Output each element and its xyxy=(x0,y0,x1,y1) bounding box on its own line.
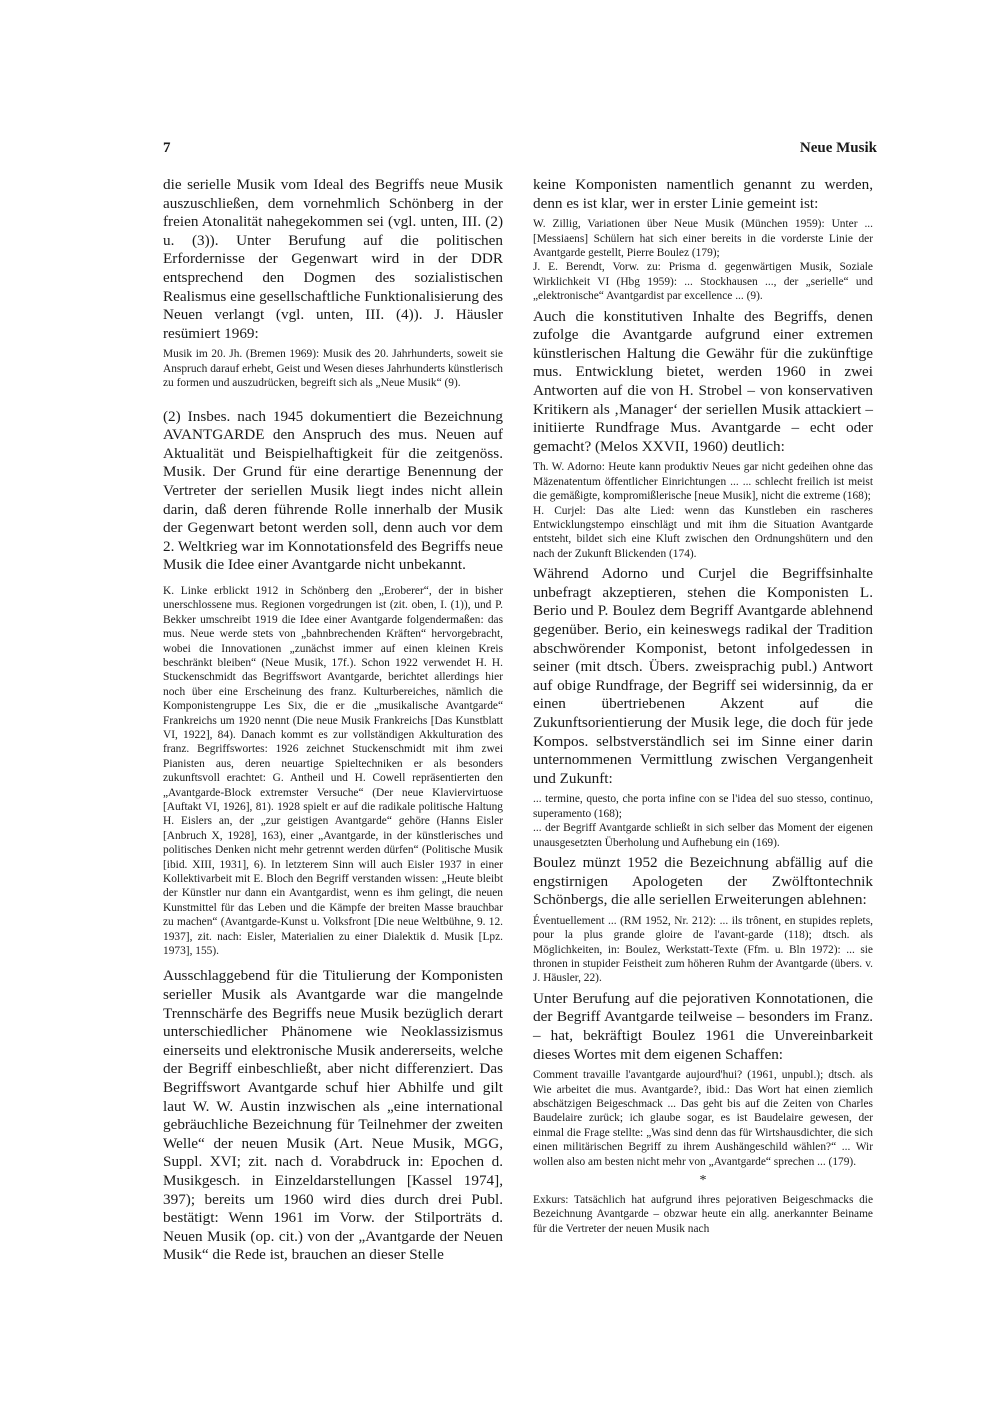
quotation-block: ... der Begriff Avantgarde schließt in sich selber das Moment der eigenen unausgesetzten Überholung und Aufhebung ein (169). xyxy=(533,822,873,849)
quotation-block: W. Zillig, Variationen über Neue Musik (München 1959): Unter ... [Messiaens] Schülern hat sich einer bereits in die vorderste Linie der Avantgarde gestellt, Pierre Boulez (179); xyxy=(533,218,873,259)
body-paragraph: (2) Insbes. nach 1945 dokumentiert die Bezeichnung AVANTGARDE den Anspruch des mus. Neuen auf Aktualität und Beispielhaftigkeit für die zeitgenöss. Musik. Der Grund für eine derartige Benennung der Vertreter der seriellen Musik liegt indes nicht allein darin, daß deren führende Rolle innerhalb der Musik der Gegenwart betont werden soll, denn auch vor dem 2. Weltkrieg war im Konnotationsfeld des Begriffs neue Musik die Idee einer Avantgarde nicht unbekannt. xyxy=(163,407,503,574)
section-separator: * xyxy=(699,1173,707,1188)
body-paragraph: die serielle Musik vom Ideal des Begriffs neue Musik auszuschließen, dem vornehmlich Schönberg in der freien Atonalität nahegekommen sei (vgl. unten, III. (2) u. (3)). Unter Berufung auf die politischen Erfordernisse der Gegenwart wird in der DDR entsprechend den Dogmen des sozialistischen Realismus eine gesellschaftliche Funktionalisierung des Neuen verlangt (vgl. unten, III. (4)). J. Häusler resümiert 1969: xyxy=(163,176,503,342)
quotation-block: K. Linke erblickt 1912 in Schönberg den „Eroberer“, der in bisher unerschlossene mus. Regionen vorgedrungen ist (zit. oben, I. (1)), und P. Bekker umschreibt 1919 die Idee einer Avantgarde folgendermaßen: das mus. Neue werde stets von „bahnbrechenden Kräften“ hervorgebracht, wobei die Innovationen „zunächst immer auf einen kleinen Kreis beschränkt bleiben“ (Neue Musik, 17f.). Schon 1922 verwendet H. H. Stuckenschmidt das Begriffswort Avantgarde, berichtet allerdings hier noch über eine Erscheinung des franz. Kulturbereiches, nämlich die Komponistengruppe Les Six, die er die „musikalische Avantgarde“ Frankreichs um 1920 nennt (Die neue Musik Frankreichs [Das Kunstblatt VI, 1922], 84). Danach kommt es zur vollständigen Akkulturation des franz. Begriffswortes: 1926 zeichnet Stuckenschmidt mit ihm zwei Pianisten aus, deren neuartige Spieltechniken er als besonders zukunftsvoll erachtet: G. Antheil und H. Cowell repräsentierten den „Avantgarde-Block extremster Versuche“ (Der neue Klaviervirtuose [Auftakt VI, 1926], 81). 1928 spielt er auf die radikale politische Haltung H. Eislers an, der „zur geistigen Avantgarde“ gehöre (Hanns Eisler [Anbruch X, 1928], 163), einer „Avantgarde, in der künstlerisches und politisches Denken nicht mehr getrennt werden dürfen“ (Politische Musik [ibid. XIII, 1931], 6). In letzterem Sinn will auch Eisler 1937 in einer Kollektivarbeit mit E. Bloch den Begriff verstanden wissen: „Heute bleibt der Künstler nur dann ein Avantgardist, wenn es ihm gelingt, die neuen Kunstmittel für das Leben und die Kämpfe der breiten Masse brauchbar zu machen“ (Avantgarde-Kunst u. Volksfront [Die neue Weltbühne, 9. 12. 1937], zit. nach: Eisler, Materialien zu einer Dialektik d. Musik [Lpz. 1973], 155). xyxy=(163,584,503,958)
quotation-block: Musik im 20. Jh. (Bremen 1969): Musik des 20. Jahrhunderts, soweit sie Anspruch darauf erhebt, Geist und Wesen dieses Jahrhunderts künstlerisch zu formen und auszudrücken, begreift sich als „Neue Musik“ (9). xyxy=(163,348,503,390)
quotation-block: J. E. Berendt, Vorw. zu: Prisma d. gegenwärtigen Musik, Soziale Wirklichkeit VI (Hbg 1959): ... Stockhausen ..., der „serielle“ und „elektronische“ Avantgardist par excellence ... (9). xyxy=(533,261,873,303)
quotation-block: Exkurs: Tatsächlich hat aufgrund ihres pejorativen Beigeschmacks die Bezeichnung Avantgarde – obzwar heute ein allg. anerkannter Beiname für die Vertreter der neuen Musik nach xyxy=(533,1194,873,1235)
left-column xyxy=(163,176,503,1265)
body-paragraph: Unter Berufung auf die pejorativen Konnotationen, die der Begriff Avantgarde teilweise – besonders im Franz. – hat, bekräftigt Boulez 1961 die Unvereinbarkeit dieses Wortes mit dem eigenen Schaffen: xyxy=(533,989,873,1063)
body-paragraph: Boulez münzt 1952 die Bezeichnung abfällig auf die engstirnigen Apologeten der Zwölftontechnik Schönbergs, die alle seriellen Erweiterungen ablehnen: xyxy=(533,853,873,909)
quotation-block: Comment travaille l'avantgarde aujourd'hui? (1961, unpubl.); dtsch. als Wie arbeitet die mus. Avantgarde?, ibid.: Das Wort hat einen ziemlich abschätzigen Beigeschmack ... Das geht bis auf die Zeiten von Charles Baudelaire zurück; ich glaube sogar, es ist Baudelaire gewesen, der einmal die Frage stellte: „Was sind denn das für Wirtshausdichter, die sich einen militärischen Begriff zu ihrem Aushängeschild wählen?“ ... Wir wollen also am besten nicht mehr von „Avantgarde“ sprechen ... (179). xyxy=(533,1069,873,1168)
body-paragraph: Ausschlaggebend für die Titulierung der Komponisten serieller Musik als Avantgarde war die mangelnde Trennschärfe des Begriffs neue Musik bezüglich derart unterschiedlicher Phänomene wie Neoklassizismus einerseits und elektronische Musik andererseits, welche der Begriff einbeschließt, aber nicht differenziert. Das Begriffswort Avantgarde schuf hier Abhilfe und gilt laut W. W. Austin inzwischen als „eine international gebräuchliche Bezeichnung für Teilnehmer der zweiten Welle“ der neuen Musik (Art. Neue Musik, MGG, Suppl. XVI; zit. nach d. Vorabdruck in: Epochen d. Musikgesch. in Einzeldarstellungen [Kassel 1974], 397); bereits um 1960 wird dies durch drei Publ. bestätigt: Wenn 1961 im Vorw. der Stilporträts d. Neuen Musik (op. cit.) von der „Avantgarde der Neuen Musik“ die Rede ist, brauchen an dieser Stelle xyxy=(163,967,503,1264)
quotation-block: Th. W. Adorno: Heute kann produktiv Neues gar nicht gedeihen ohne das Mäzenatentum öffentlicher Einrichtungen ... ... schlecht freilich ist meist die gemäßigte, kompromißlerische [neue Musik], nicht die extreme (168); xyxy=(533,461,873,503)
right-column xyxy=(533,176,873,1236)
body-paragraph: Während Adorno und Curjel die Begriffsinhalte unbefragt akzeptieren, stehen die Komponisten L. Berio und P. Boulez dem Begriff Avantgarde ablehnend gegenüber. Berio, ein keineswegs radikal der Tradition abschwörender Komponist, betont infolgedessen in seiner (mit dtsch. Übers. zweisprachig publ.) Antwort auf obige Rundfrage, der Begriff sei widersinnig, da er einen übertriebenen Akzent auf die Zukunftsorientierung der Musik lege, die doch für jede Kompos. selbstverständlich sei im Sinne einer darin unternommenen Vermittlung zwischen Vergangenheit und Zukunft: xyxy=(533,565,873,787)
body-paragraph: keine Komponisten namentlich genannt zu werden, denn es ist klar, wer in erster Linie gemeint ist: xyxy=(533,176,873,212)
body-paragraph: Auch die konstitutiven Inhalte des Begriffs, denen zufolge die Avantgarde aufgrund einer extremen künstlerischen Haltung die Gewähr für die zukünftige mus. Entwicklung bietet, werden 1960 in zwei Antworten auf die von H. Strobel – von konservativen Kritikern als ‚Manager‘ der seriellen Musik attackiert – initiierte Rundfrage Mus. Avantgarde – echt oder gemacht? (Melos XXVII, 1960) deutlich: xyxy=(533,307,873,455)
quotation-block: H. Curjel: Das alte Lied: wenn das Kunstleben ein rascheres Entwicklungstempo einschlägt und mit ihm die Situation Avantgarde entsteht, bildet sich eine Kluft zwischen den Ordnungshütern und den nach der Zukunft Blickenden (174). xyxy=(533,504,873,560)
page-number: 7 xyxy=(163,140,171,156)
quotation-block: Éventuellement ... (RM 1952, Nr. 212): ... ils trônent, en stupides replets, pour la plus grande gloire de l'avant-garde (118); dtsch. als Möglichkeiten, in: Boulez, Werkstatt-Texte (Ffm. u. Bln 1972): ... sie thronen in stupider Feistheit zum höheren Ruhm der Avantgarde (übers. v. J. Häusler, 22). xyxy=(533,914,873,985)
running-head: Neue Musik xyxy=(799,140,877,156)
quotation-block: ... termine, questo, che porta infine con se l'idea del suo stesso, continuo, superamento (168); xyxy=(533,793,873,820)
